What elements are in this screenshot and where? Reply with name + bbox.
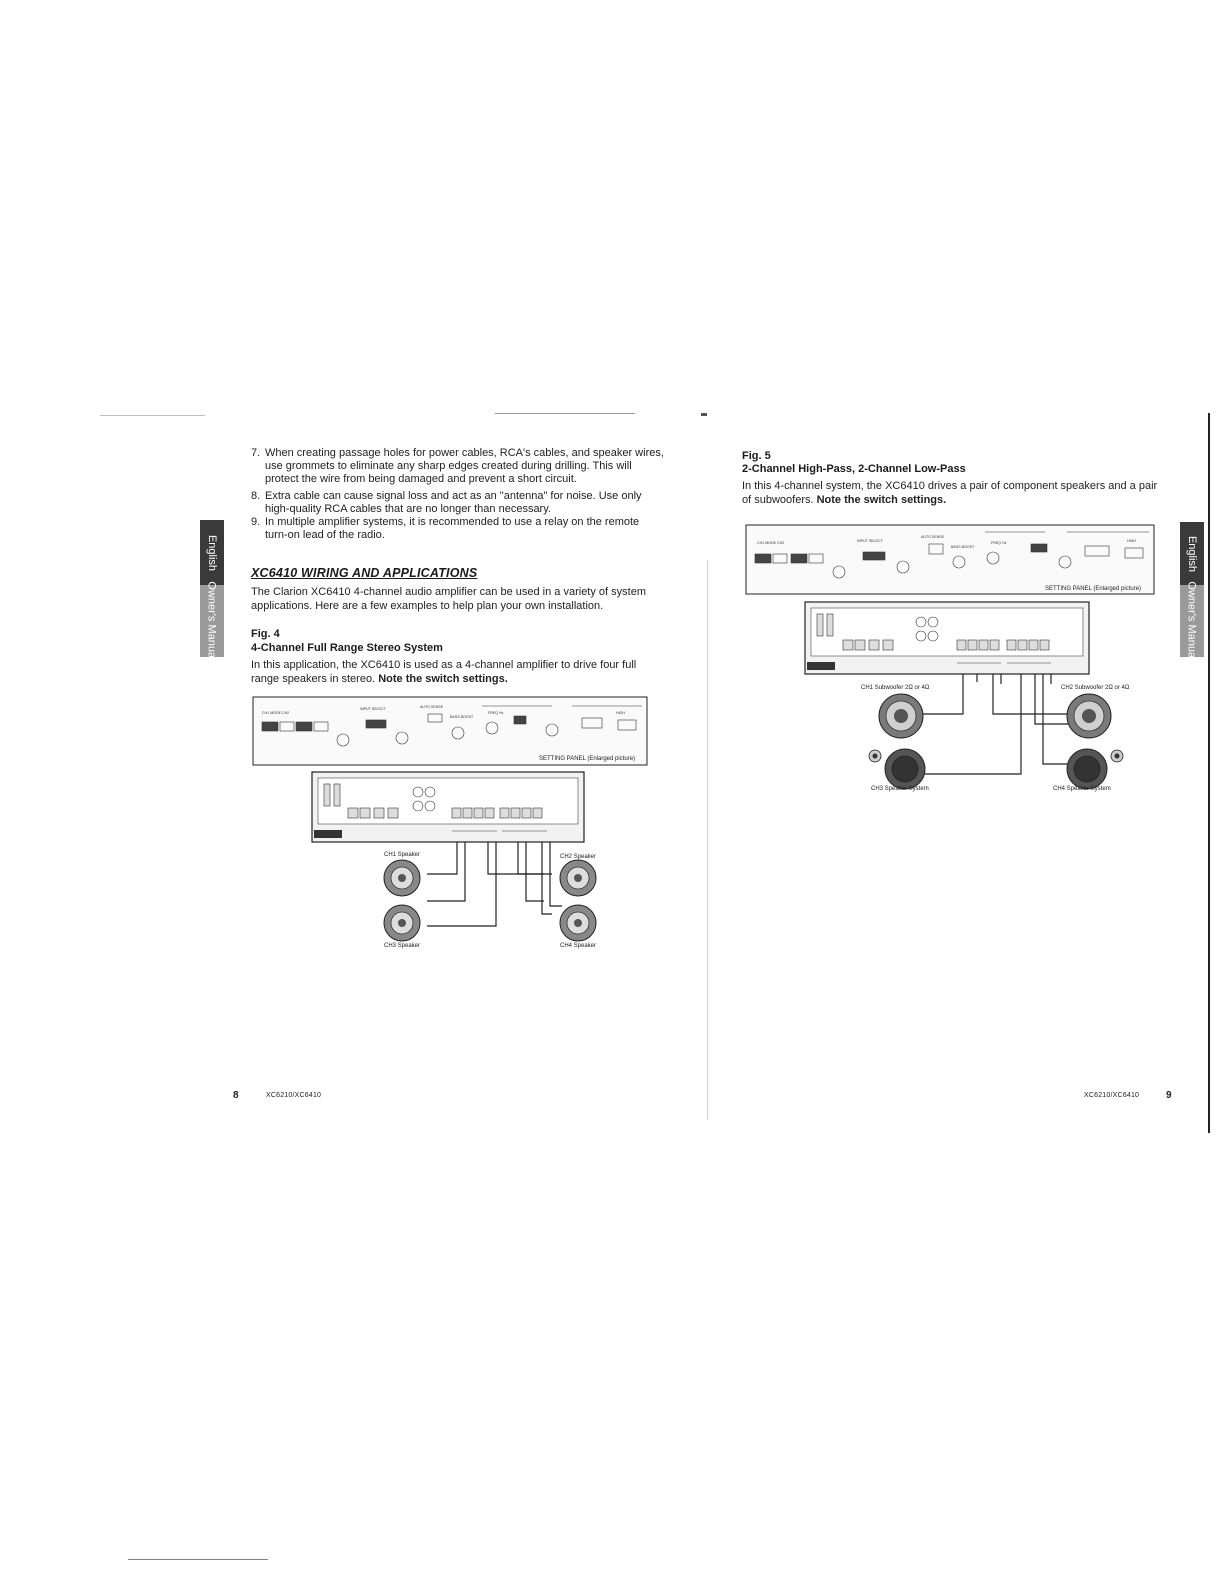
- speaker-label: CH2 Subwoofer 2Ω or 4Ω: [1061, 685, 1130, 691]
- panel-control-label: CH1 MODE CH2: [262, 711, 290, 715]
- speaker-wires: [910, 674, 1075, 774]
- figure-description: [742, 480, 1167, 507]
- list-number: 7.: [251, 447, 261, 459]
- figure-description-line: range speakers in stereo.: [251, 672, 376, 685]
- scan-edge-line: [128, 1559, 268, 1560]
- panel-control-label: BASS BOOST: [450, 715, 474, 719]
- panel-control-label: CH1 MODE CH2: [757, 541, 785, 545]
- list-line: turn-on lead of the radio.: [265, 529, 385, 541]
- speaker-system-ch4: [1067, 749, 1123, 789]
- figure-description-line: In this 4-channel system, the XC6410 drives a pair of component speakers and a pair: [742, 480, 1158, 492]
- list-number: 9.: [251, 516, 261, 528]
- speaker-label: CH1 Speaker: [384, 852, 421, 858]
- panel-control-label: FREQ Hz: [488, 711, 504, 715]
- list-line: When creating passage holes for power cables, RCA's cables, and speaker wires,: [265, 447, 664, 459]
- list-line: high-quality RCA cables that are no longer than necessary.: [265, 503, 551, 515]
- speaker-wires: [427, 842, 562, 926]
- section-intro-line: applications. Here are a few examples to help plan your own installation.: [251, 599, 604, 612]
- side-tab-english: [200, 520, 224, 585]
- panel-control-label: INPUT SELECT: [360, 707, 386, 711]
- panel-control-label: AUTO SENSE: [420, 705, 444, 709]
- side-tab-english: [1180, 522, 1204, 585]
- subwoofer-ch2: [1067, 694, 1111, 738]
- speaker-label: CH2 Speaker: [560, 854, 597, 860]
- section-title: XC6410 WIRING AND APPLICATIONS: [251, 566, 478, 580]
- scan-edge-mark: [701, 413, 707, 416]
- speaker-ch4: [560, 905, 596, 941]
- figure-label: Fig. 5: [742, 450, 771, 462]
- page-number: 8: [233, 1090, 239, 1101]
- speaker-ch2: [560, 860, 596, 896]
- wiring-diagram-fig5: [745, 524, 1157, 796]
- list-line: In multiple amplifier systems, it is recommended to use a relay on the remote: [265, 516, 640, 528]
- page-edge: [1208, 413, 1210, 1133]
- panel-control-label: FREQ Hz: [991, 541, 1007, 545]
- speaker-system-ch3: [869, 749, 925, 789]
- speaker-label: CH4 Speaker System: [1053, 786, 1111, 792]
- figure-description: [251, 659, 671, 686]
- panel-control-label: INPUT SELECT: [857, 539, 883, 543]
- wiring-diagram-fig4: [252, 696, 652, 958]
- footer-model: XC6210/XC6410: [1084, 1092, 1140, 1099]
- figure-label: Fig. 4: [251, 628, 280, 640]
- figure-description-note: Note the switch settings.: [816, 493, 947, 506]
- setting-panel-caption: SETTING PANEL (Enlarged picture): [1045, 586, 1142, 592]
- setting-panel-caption: SETTING PANEL (Enlarged picture): [539, 756, 636, 762]
- speaker-label: CH1 Subwoofer 2Ω or 4Ω: [861, 685, 930, 691]
- list-line: protect the wire from being damaged and prevent a short circuit.: [265, 473, 577, 485]
- side-tab-english-label: English: [206, 534, 219, 571]
- scan-edge-line: [100, 415, 205, 416]
- page-number: 9: [1166, 1090, 1172, 1101]
- figure-description-note: Note the switch settings.: [378, 672, 508, 685]
- side-tab-english-label: English: [1186, 535, 1199, 572]
- list-line: use grommets to eliminate any sharp edges created during drilling. This will: [265, 460, 632, 472]
- panel-control-label: AUTO SENSE: [921, 535, 945, 539]
- speaker-ch1: [384, 860, 420, 896]
- figure-description-line: of subwoofers.: [742, 493, 814, 506]
- figure-title: 4-Channel Full Range Stereo System: [251, 642, 443, 654]
- figure-title: 2-Channel High-Pass, 2-Channel Low-Pass: [742, 463, 966, 475]
- speaker-label: CH4 Speaker: [560, 943, 597, 949]
- section-intro-line: The Clarion XC6410 4-channel audio amplifier can be used in a variety of system: [251, 586, 646, 598]
- page-gutter: [707, 560, 708, 1120]
- footer-model: XC6210/XC6410: [266, 1092, 322, 1099]
- side-tab-owners-manual: [200, 581, 224, 661]
- panel-control-label: HIGH: [1127, 539, 1136, 543]
- speaker-label: CH3 Speaker: [384, 943, 421, 949]
- amplifier-logo: [807, 662, 835, 670]
- subwoofer-ch1: [879, 694, 923, 738]
- section-intro: [251, 586, 671, 613]
- side-tab-owners-manual-label: Owner's Manual: [1186, 581, 1199, 661]
- panel-control-label: HIGH: [616, 711, 625, 715]
- side-tab-owners-manual-label: Owner's Manual: [206, 581, 219, 661]
- side-tab-owners-manual: [1180, 581, 1204, 661]
- figure-description-line: In this application, the XC6410 is used as a 4-channel amplifier to drive four full: [251, 659, 637, 671]
- amplifier-logo: [314, 830, 342, 838]
- list-line: Extra cable can cause signal loss and act as an "antenna" for noise. Use only: [265, 490, 642, 502]
- list-number: 8.: [251, 490, 261, 502]
- speaker-ch3: [384, 905, 420, 941]
- panel-control-label: BASS BOOST: [951, 545, 975, 549]
- speaker-label: CH3 Speaker System: [871, 786, 929, 792]
- scan-edge-line: [495, 413, 635, 414]
